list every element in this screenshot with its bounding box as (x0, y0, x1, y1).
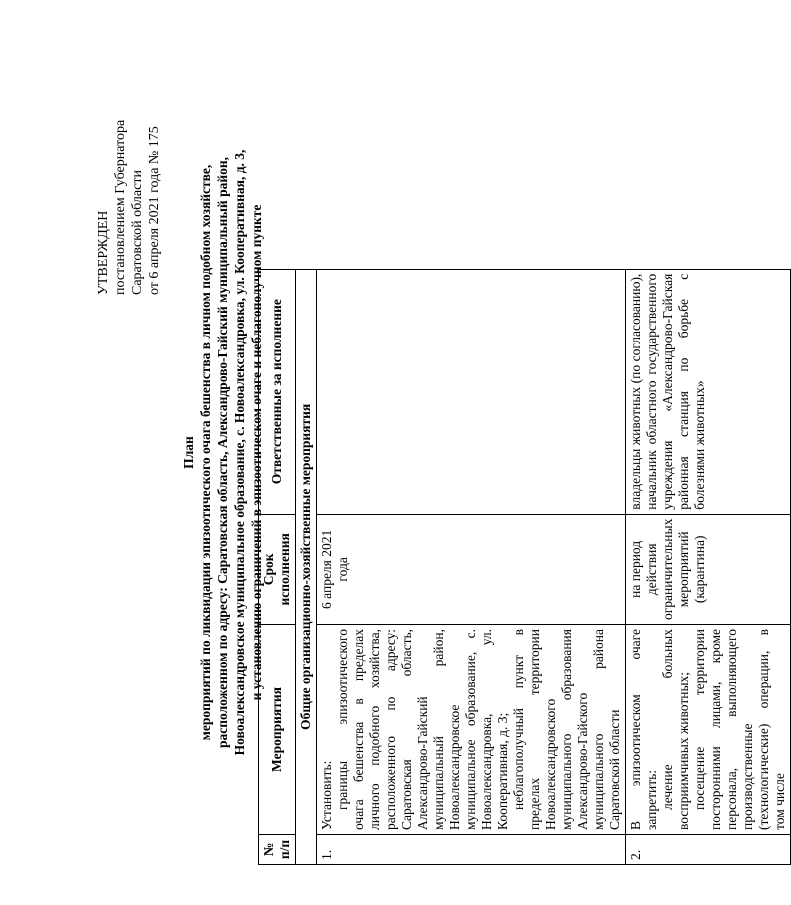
approval-line-4: от 6 апреля 2021 года № 175 (147, 126, 162, 295)
approval-line-3: Саратовской области (130, 170, 145, 295)
measure-paragraph: неблагополучный пункт в пределах территории Новоалександровского муниципального образования Александрово-Гайского муниципального района Саратовской области (511, 629, 622, 830)
header-num: № п/п (259, 835, 296, 865)
title-line-2: расположенном по адресу: Саратовская область, Александрово-Гайский муниципальный район, (215, 156, 230, 749)
row-term: на период действия ограничительных мероприятий (карантина) (626, 514, 791, 624)
document-title (180, 10, 265, 895)
section-row (296, 269, 317, 864)
row-term: 6 апреля 2021 года (317, 514, 626, 624)
approval-stamp (95, 120, 163, 295)
section-title: Общие организационно-хозяйственные мероприятия (296, 269, 317, 864)
measure-lead: Установить: (319, 760, 334, 830)
plan-table (258, 269, 791, 865)
title-heading: План (181, 436, 196, 469)
row-responsible: владельцы животных (по согласованию), начальник областного государственного учреждения «Александрово-Гайская районная станция по борьбе с болезнями животных» (626, 269, 791, 514)
header-responsible: Ответственные за исполнение (259, 269, 296, 514)
title-line-3: Новоалександровское муниципальное образование, с. Новоалександровка, ул. Кооперативная, д. 3, (232, 149, 247, 756)
measure-paragraph: посещение территории посторонними лицами, кроме персонала, выполняющего производственные (технологические) операции, в том числе (692, 629, 787, 830)
table-row (626, 269, 791, 864)
approval-line-2: постановлением Губернатора (113, 119, 128, 295)
title-line-4: и установлению ограничений в эпизоотическом очаге и неблагополучном пункте (249, 204, 264, 701)
header-measures: Мероприятия (259, 625, 296, 835)
row-measure (317, 625, 626, 835)
row-num: 1. (317, 835, 626, 865)
row-measure (626, 625, 791, 835)
row-responsible (317, 269, 626, 514)
table-header-row (259, 269, 296, 864)
title-line-1: мероприятий по ликвидации эпизоотического очага бешенства в личном подобном хозяйстве, (198, 164, 213, 741)
measure-paragraph: лечение больных восприимчивых животных; (660, 629, 691, 830)
header-term: Срок исполнения (259, 514, 296, 624)
approval-line-1: УТВЕРЖДЕН (96, 210, 111, 295)
measure-lead: В эпизоотическом очаге запретить: (628, 629, 659, 830)
measure-paragraph: границы эпизоотического очага бешенства в пределах личного подобного хозяйства, расположенного по адресу: Саратовская область, Александрово-Гайский муниципальный район, Новоалександровское муниципальное образование, с. Новоалександровка, ул. Кооперативная, д. 3; (335, 629, 510, 830)
row-num: 2. (626, 835, 791, 865)
table-row (317, 269, 626, 864)
rotated-page (0, 10, 787, 895)
